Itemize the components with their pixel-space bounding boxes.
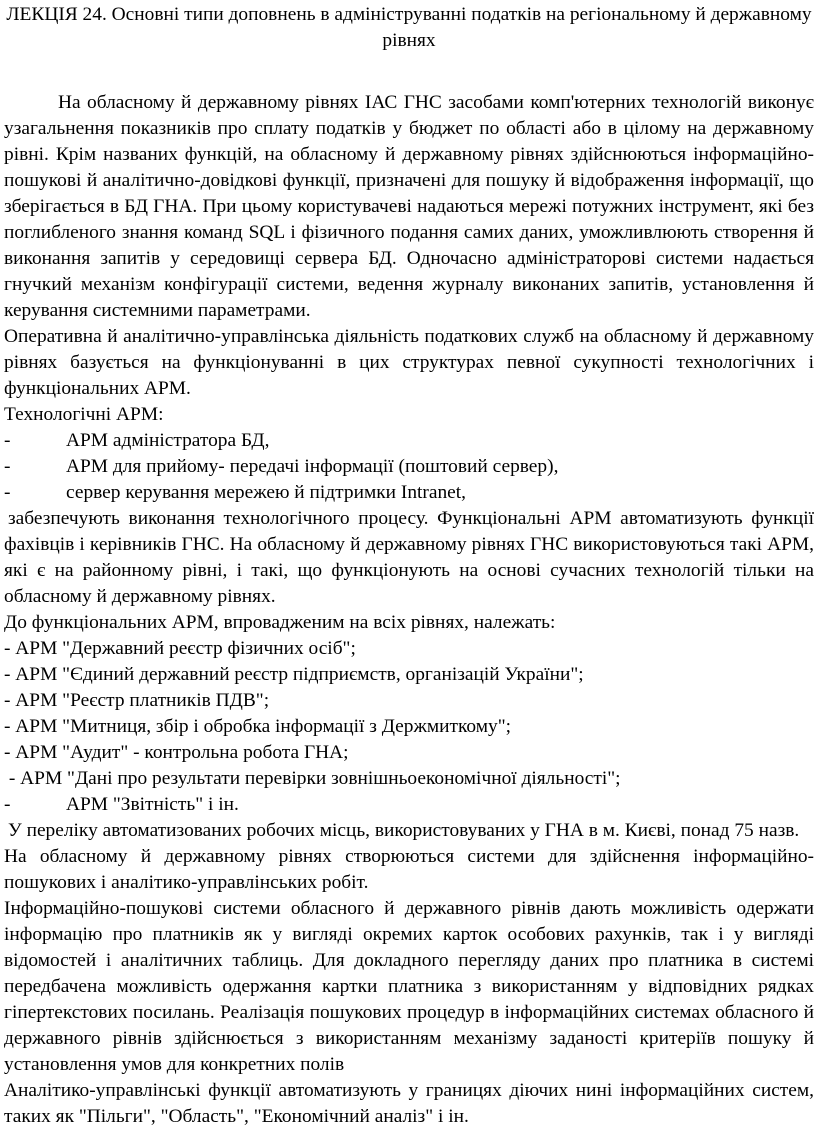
list-item: - АРМ "Державний реєстр фізичних осіб"; <box>4 638 356 659</box>
list-item: - АРМ "Митниця, збір і обробка інформації з Держмиткому"; <box>4 716 512 737</box>
paragraph-operational: Оперативна й аналітично-управлінська діяльність податкових служб на обласному й державному рівнях базується на функціонуванні в цих структурах певної сукупності технологічних і функціональних АРМ. <box>4 326 814 399</box>
func-arm-heading: До функціональних АРМ, впровадженим на всіх рівнях, належать: <box>4 612 556 633</box>
tech-arm-list <box>4 428 814 506</box>
list-item <box>4 428 814 454</box>
func-arm-list <box>4 636 814 818</box>
list-item-text: АРМ для прийому- передачі інформації (поштовий сервер), <box>66 456 559 477</box>
lecture-title: ЛЕКЦІЯ 24. Основні типи доповнень в адмініструванні податків на регіональному й державному рівнях <box>6 4 812 51</box>
list-item: - АРМ "Єдиний державний реєстр підприємств, організацій України"; <box>4 664 584 685</box>
list-item: - АРМ "Реєстр платників ПДВ"; <box>4 690 270 711</box>
list-item-text: АРМ адміністратора БД, <box>66 430 270 451</box>
paragraph-search-systems: Інформаційно-пошукові системи обласного й державного рівнів дають можливість одержати інформацію про платників як у вигляді окремих карток особових рахунків, так і у вигляді відомостей і аналітичних таблиць. Для докладного перегляду даних про платника в системі передбачена можливість одержання картки платника з використанням у відповідних рядках гіпертекстових посилань. Реалізація пошукових процедур в інформаційних системах обласного й державного рівнів здійснюється з використанням механізму заданості критеріїв пошуку й установлення умов для конкретних полів <box>4 898 814 1075</box>
paragraph-kyiv: У переліку автоматизованих робочих місць, використовуваних у ГНА в м. Києві, понад 75 назв. <box>8 820 800 841</box>
list-dash: - <box>4 430 11 451</box>
list-dash: - <box>4 794 11 815</box>
list-item <box>4 454 814 480</box>
list-item <box>4 792 814 818</box>
list-dash: - <box>4 482 11 503</box>
list-item-text: АРМ "Звітність" і ін. <box>66 794 239 815</box>
paragraph-functional: забезпечують виконання технологічного процесу. Функціональні АРМ автоматизують функції фахівців і керівників ГНС. На обласному й державному рівнях ГНС використовуються такі АРМ, які є на районному рівні, і такі, що функціонують на основі сучасних технологій тільки на обласному й державному рівнях. <box>4 508 814 607</box>
list-item: - АРМ "Дані про результати перевірки зовнішньоекономічної діяльності"; <box>4 768 621 789</box>
paragraph-intro: На обласному й державному рівнях ІАС ГНС засобами комп'ютерних технологій виконує узагальнення показників про сплату податків у бюджет по області або в цілому на державному рівні. Крім названих функцій, на обласному й державному рівнях здійснюються інформаційно-пошукові й аналітично-довідкові функції, призначені для пошуку й відображення інформації, що зберігається в БД ГНА. При цьому користувачеві надаються мережі потужних інструмент, які без поглибленого знання команд SQL і фізичного подання самих даних, уможливлюють створення й виконання запитів у середовищі сервера БД. Одночасно адміністраторові системи надається гнучкий механізм конфігурації системи, ведення журналу виконаних запитів, установлення й керування системними параметрами. <box>4 92 814 321</box>
paragraph-systems: На обласному й державному рівнях створюються системи для здійснення інформаційно-пошукових і аналітико-управлінських робіт. <box>4 846 814 893</box>
list-dash: - <box>4 456 11 477</box>
list-item-text: сервер керування мережею й підтримки Intranet, <box>66 482 466 503</box>
title-spacer <box>4 54 814 90</box>
list-item: - АРМ "Аудит" - контрольна робота ГНА; <box>4 742 349 763</box>
list-item <box>4 480 814 506</box>
tech-arm-heading: Технологічні АРМ: <box>4 404 164 425</box>
paragraph-analytics: Аналітико-управлінські функції автоматизують у границях діючих нині інформаційних систем, таких як "Пільги", "Область", "Економічний аналіз" і ін. <box>4 1080 814 1127</box>
